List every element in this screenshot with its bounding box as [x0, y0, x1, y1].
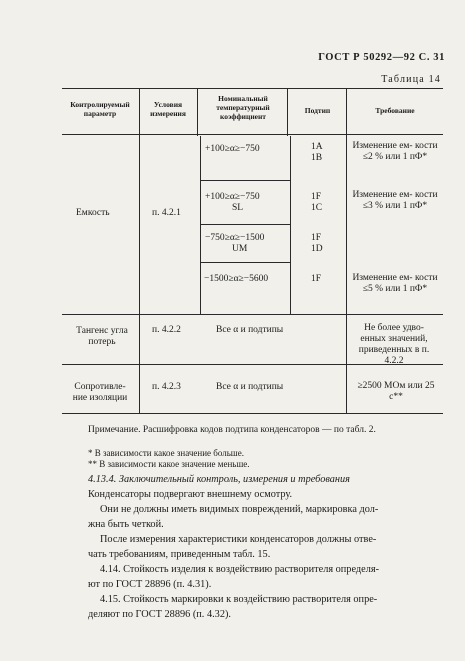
body-line-6: чать требованиям, приведенным табл. 15.	[88, 549, 271, 560]
subtype-1d: 1D	[311, 244, 323, 254]
table-note: Примечание. Расшифровка кодов подтипа конденсаторов — по табл. 2.	[88, 425, 376, 435]
condition-tangent: п. 4.2.2	[152, 325, 181, 335]
section-4-13-4-heading: 4.13.4. Заключительный контроль, измерения и требования	[88, 474, 350, 485]
body-line-8: ют по ГОСТ 28896 (п. 4.31).	[88, 579, 212, 590]
col-header-parameter: Контролируемый параметр	[70, 100, 130, 118]
scope-insulation: Все α и подтипы	[216, 382, 284, 392]
coef-group-3: −750≥α≥−1500	[205, 233, 265, 243]
subtype-1a: 1A	[311, 142, 323, 152]
subtype-1c: 1C	[311, 203, 323, 213]
subtype-1f: 1F	[311, 192, 322, 202]
requirement-insulation: ≥2500 МОм или 25 с**	[357, 381, 435, 402]
param-capacitance: Емкость	[76, 208, 110, 218]
param-insulation: Сопротивле- ние изоляции	[72, 382, 128, 403]
col-header-coefficient: Номинальный температурный коэффициент	[216, 94, 270, 121]
requirement-group-2: Изменение ем- кости ≤3 % или 1 пФ*	[352, 190, 438, 211]
scope-tangent: Все α и подтипы	[216, 325, 284, 335]
section-4-14: 4.14. Стойкость изделия к воздействию растворителя определя-	[100, 564, 379, 575]
body-line-3: Они не должны иметь видимых повреждений, маркировка дол-	[100, 504, 379, 515]
page-header: ГОСТ Р 50292—92 С. 31	[318, 52, 445, 63]
requirement-group-1: Изменение ем- кости ≤2 % или 1 пФ*	[352, 141, 438, 162]
col-header-subtype: Подтип	[304, 106, 331, 115]
body-line-5: После измерения характеристики конденсаторов должны отве-	[100, 534, 377, 545]
table-caption: Таблица 14	[381, 74, 441, 85]
coef-group-2-code: SL	[232, 203, 244, 213]
body-line-2: Конденсаторы подвергают внешнему осмотру.	[88, 489, 293, 500]
param-tangent: Тангенс угла потерь	[76, 326, 128, 347]
col-header-condition: Условия измерения	[150, 100, 186, 118]
footnote-2: ** В зависимости какое значение меньше.	[88, 459, 250, 469]
requirement-group-4: Изменение ем- кости ≤5 % или 1 пФ*	[352, 273, 438, 294]
body-line-10: деляют по ГОСТ 28896 (п. 4.32).	[88, 609, 231, 620]
coef-group-2: +100≥α≥−750	[205, 192, 260, 202]
body-line-4: жна быть четкой.	[88, 519, 164, 530]
coef-group-3-code: UM	[232, 244, 248, 254]
condition-capacitance: п. 4.2.1	[152, 208, 181, 218]
subtype-1f-b: 1F	[311, 233, 322, 243]
subtype-1f-c: 1F	[311, 274, 322, 284]
col-header-requirement: Требование	[375, 106, 415, 115]
condition-insulation: п. 4.2.3	[152, 382, 181, 392]
coef-group-1: +100≥α≥−750	[205, 144, 260, 154]
requirement-tangent: Не более удво- енных значений, приведенных в п. 4.2.2	[358, 323, 430, 366]
section-4-15: 4.15. Стойкость маркировки к воздействию растворителя опре-	[100, 594, 378, 605]
footnote-1: * В зависимости какое значение больше.	[88, 448, 244, 458]
coef-group-4: −1500≥α≥−5600	[204, 274, 269, 284]
subtype-1b: 1B	[311, 153, 323, 163]
